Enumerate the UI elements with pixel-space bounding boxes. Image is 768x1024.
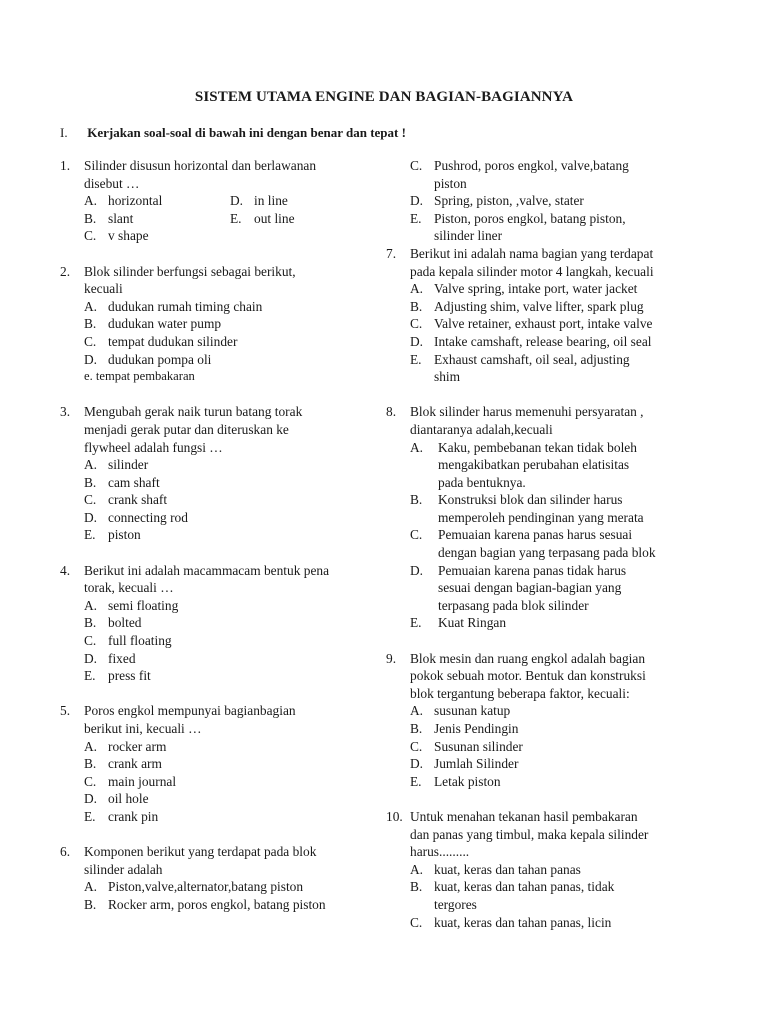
stem-line: berikut ini, kecuali … bbox=[84, 721, 202, 736]
question-4 bbox=[60, 562, 370, 685]
option-d[interactable] bbox=[410, 333, 706, 351]
option-c[interactable] bbox=[84, 632, 370, 650]
section-number: I. bbox=[60, 125, 68, 140]
option-letter: D. bbox=[84, 791, 98, 807]
question-8 bbox=[386, 403, 706, 632]
option-e[interactable] bbox=[84, 667, 370, 685]
option-letter: A. bbox=[84, 597, 98, 613]
option-text: dudukan pompa oli bbox=[108, 351, 212, 367]
option-letter: B. bbox=[84, 474, 97, 490]
option-text: full floating bbox=[108, 633, 172, 649]
option-text: shim bbox=[434, 369, 461, 385]
stem-line: Berikut ini adalah macammacam bentuk pena bbox=[84, 562, 330, 578]
option-letter: E. bbox=[410, 351, 422, 367]
option-text: fixed bbox=[108, 650, 136, 666]
option-text: crank shaft bbox=[108, 492, 168, 508]
option-letter: D. bbox=[410, 193, 424, 209]
option-d[interactable] bbox=[84, 509, 370, 527]
option-text: dudukan rumah timing chain bbox=[108, 298, 263, 314]
stem-line: Mengubah gerak naik turun batang torak bbox=[84, 404, 303, 420]
option-text: kuat, keras dan tahan panas, tidak bbox=[434, 879, 615, 895]
option-e[interactable]: e. tempat pembakaran bbox=[84, 369, 195, 384]
option-c[interactable] bbox=[410, 738, 706, 756]
option-a[interactable] bbox=[84, 597, 370, 615]
option-letter: C. bbox=[84, 633, 97, 649]
right-column bbox=[386, 157, 706, 931]
option-text: Exhaust camshaft, oil seal, adjusting bbox=[434, 351, 630, 367]
stem-line: Poros engkol mempunyai bagianbagian bbox=[84, 703, 296, 719]
option-text: terpasang pada blok silinder bbox=[438, 597, 589, 613]
option-text: rocker arm bbox=[108, 738, 167, 754]
option-text: Piston,valve,alternator,batang piston bbox=[108, 879, 304, 895]
question-number: 10. bbox=[386, 808, 403, 824]
option-c[interactable] bbox=[84, 333, 370, 351]
stem-line: kecuali bbox=[84, 281, 123, 297]
option-e[interactable] bbox=[84, 526, 370, 544]
option-d[interactable] bbox=[84, 351, 370, 369]
page-title: SISTEM UTAMA ENGINE DAN BAGIAN-BAGIANNYA bbox=[194, 89, 574, 105]
option-text: press fit bbox=[108, 668, 151, 684]
option-letter: C. bbox=[410, 914, 423, 930]
question-number: 2. bbox=[60, 263, 71, 279]
option-text: susunan katup bbox=[434, 703, 511, 719]
stem-line: Untuk menahan tekanan hasil pembakaran bbox=[410, 808, 638, 824]
question-9 bbox=[386, 650, 706, 791]
option-a[interactable] bbox=[84, 878, 370, 896]
option-letter: A. bbox=[410, 703, 424, 719]
question-7 bbox=[386, 245, 706, 386]
option-text: semi floating bbox=[108, 597, 179, 613]
option-e[interactable] bbox=[230, 210, 370, 228]
option-a[interactable] bbox=[410, 861, 706, 879]
option-a[interactable] bbox=[84, 298, 370, 316]
stem-line: torak, kecuali … bbox=[84, 580, 174, 596]
stem-line: Berikut ini adalah nama bagian yang terdapat bbox=[410, 245, 654, 261]
option-text: Intake camshaft, release bearing, oil seal bbox=[434, 333, 652, 349]
stem-line: pada kepala silinder motor 4 langkah, kecuali bbox=[410, 263, 654, 279]
option-text: Piston, poros engkol, batang piston, bbox=[434, 210, 626, 226]
option-letter: B. bbox=[84, 896, 97, 912]
option-text: Jumlah Silinder bbox=[434, 756, 519, 772]
option-text: slant bbox=[108, 210, 134, 226]
option-e[interactable] bbox=[410, 614, 706, 632]
question-stem bbox=[410, 245, 706, 280]
option-text: dudukan water pump bbox=[108, 316, 222, 332]
stem-line: flywheel adalah fungsi … bbox=[84, 439, 223, 455]
option-text: Valve retainer, exhaust port, intake valve bbox=[434, 316, 653, 332]
stem-line: menjadi gerak putar dan diteruskan ke bbox=[84, 421, 289, 437]
stem-line: blok tergantung beberapa faktor, kecuali: bbox=[410, 685, 630, 701]
stem-line: dan panas yang timbul, maka kepala silinder bbox=[410, 826, 649, 842]
option-letter: B. bbox=[84, 210, 97, 226]
option-b[interactable] bbox=[84, 315, 370, 333]
option-letter: A. bbox=[410, 439, 424, 455]
question-stem bbox=[84, 157, 370, 192]
option-e[interactable] bbox=[410, 210, 706, 245]
option-text: mengakibatkan perubahan elatisitas bbox=[438, 457, 630, 473]
option-letter: B. bbox=[84, 316, 97, 332]
left-column bbox=[60, 157, 370, 914]
option-text: Pushrod, poros engkol, valve,batang bbox=[434, 158, 629, 173]
option-b[interactable] bbox=[410, 878, 706, 913]
option-text: crank arm bbox=[108, 756, 162, 772]
question-stem bbox=[84, 562, 370, 597]
option-a[interactable] bbox=[410, 280, 706, 298]
stem-line: harus......... bbox=[410, 844, 470, 860]
option-b[interactable] bbox=[84, 210, 230, 228]
option-c[interactable] bbox=[410, 526, 706, 561]
stem-line: diantaranya adalah,kecuali bbox=[410, 421, 553, 437]
option-letter: D. bbox=[84, 351, 98, 367]
question-number: 6. bbox=[60, 844, 71, 860]
option-text: Spring, piston, ,valve, stater bbox=[434, 193, 584, 209]
question-2 bbox=[60, 263, 370, 386]
question-stem bbox=[84, 843, 370, 878]
option-letter: C. bbox=[84, 228, 97, 244]
question-stem bbox=[84, 403, 370, 456]
option-text: cam shaft bbox=[108, 474, 160, 490]
option-b[interactable] bbox=[84, 755, 370, 773]
option-letter: B. bbox=[84, 615, 97, 631]
option-letter: E. bbox=[230, 210, 242, 226]
option-text: Jenis Pendingin bbox=[434, 721, 519, 736]
option-text: kuat, keras dan tahan panas bbox=[434, 861, 581, 877]
option-letter: B. bbox=[410, 879, 423, 895]
option-b[interactable] bbox=[410, 298, 706, 316]
option-text: Susunan silinder bbox=[434, 738, 523, 754]
option-text: oil hole bbox=[108, 791, 149, 807]
option-letter: C. bbox=[84, 492, 97, 508]
option-text: Kaku, pembebanan tekan tidak boleh bbox=[438, 439, 637, 455]
option-b[interactable] bbox=[84, 474, 370, 492]
option-a[interactable] bbox=[410, 702, 706, 720]
option-letter: D. bbox=[84, 509, 98, 525]
option-text: sesuai dengan bagian-bagian yang bbox=[438, 580, 622, 596]
option-text: Adjusting shim, valve lifter, spark plug bbox=[434, 298, 644, 314]
option-letter: E. bbox=[410, 615, 422, 631]
option-letter: A. bbox=[84, 879, 98, 895]
question-5 bbox=[60, 702, 370, 825]
option-text: horizontal bbox=[108, 193, 163, 209]
question-number: 9. bbox=[386, 650, 397, 666]
question-stem bbox=[410, 808, 706, 861]
option-text: piston bbox=[108, 527, 141, 543]
option-d[interactable] bbox=[84, 790, 370, 808]
option-letter: D. bbox=[410, 756, 424, 772]
option-letter: B. bbox=[410, 492, 423, 508]
option-c[interactable] bbox=[410, 157, 706, 192]
option-c[interactable] bbox=[84, 773, 370, 791]
option-letter: A. bbox=[84, 193, 98, 209]
option-text: Pemuaian karena panas tidak harus bbox=[438, 562, 627, 578]
option-d[interactable] bbox=[230, 192, 370, 210]
option-letter: A. bbox=[410, 861, 424, 877]
option-text: Letak piston bbox=[434, 773, 501, 789]
question-number: 8. bbox=[386, 404, 397, 420]
option-text: v shape bbox=[108, 228, 149, 244]
option-letter: E. bbox=[410, 210, 422, 226]
option-a[interactable] bbox=[84, 456, 370, 474]
option-text: Kuat Ringan bbox=[438, 615, 507, 631]
option-b[interactable] bbox=[410, 491, 706, 526]
option-d[interactable] bbox=[410, 755, 706, 773]
option-text: Rocker arm, poros engkol, batang piston bbox=[108, 896, 326, 912]
option-text: Konstruksi blok dan silinder harus bbox=[438, 492, 623, 508]
question-stem bbox=[84, 263, 370, 298]
question-number: 3. bbox=[60, 404, 71, 420]
question-number: 4. bbox=[60, 562, 71, 578]
option-text: out line bbox=[254, 210, 295, 226]
instruction-text: Kerjakan soal-soal di bawah ini dengan benar dan tepat ! bbox=[87, 125, 406, 140]
option-letter: E. bbox=[84, 527, 96, 543]
option-text: pada bentuknya. bbox=[438, 474, 526, 490]
option-letter: C. bbox=[410, 738, 423, 754]
stem-line: Silinder disusun horizontal dan berlawanan bbox=[84, 158, 317, 173]
question-6 bbox=[60, 843, 370, 913]
option-letter: C. bbox=[410, 158, 423, 173]
option-b[interactable] bbox=[84, 614, 370, 632]
option-letter: C. bbox=[84, 333, 97, 349]
stem-line: silinder adalah bbox=[84, 861, 163, 877]
instruction bbox=[60, 124, 406, 142]
option-text: Pemuaian karena panas harus sesuai bbox=[438, 527, 633, 543]
stem-line: Blok silinder berfungsi sebagai berikut, bbox=[84, 263, 296, 279]
option-text: Valve spring, intake port, water jacket bbox=[434, 281, 638, 297]
option-d[interactable] bbox=[410, 562, 706, 615]
option-letter: C. bbox=[410, 527, 423, 543]
option-text: connecting rod bbox=[108, 509, 188, 525]
option-e[interactable] bbox=[410, 351, 706, 386]
option-letter: D. bbox=[84, 650, 98, 666]
option-e[interactable] bbox=[84, 808, 370, 826]
option-letter: C. bbox=[410, 316, 423, 332]
option-letter: C. bbox=[84, 773, 97, 789]
option-a[interactable] bbox=[84, 192, 230, 210]
option-text: silinder bbox=[108, 457, 149, 473]
option-letter: A. bbox=[84, 457, 98, 473]
option-c[interactable] bbox=[84, 491, 370, 509]
option-d[interactable] bbox=[84, 650, 370, 668]
option-text: bolted bbox=[108, 615, 142, 631]
stem-line: Komponen berikut yang terdapat pada blok bbox=[84, 844, 317, 860]
question-number: 5. bbox=[60, 703, 71, 719]
option-grid bbox=[84, 192, 370, 245]
question-stem bbox=[410, 650, 706, 703]
option-letter: A. bbox=[84, 738, 98, 754]
option-d[interactable] bbox=[410, 192, 706, 210]
option-letter: D. bbox=[410, 333, 424, 349]
option-b[interactable] bbox=[410, 720, 706, 738]
option-text: kuat, keras dan tahan panas, licin bbox=[434, 914, 612, 930]
option-letter: A. bbox=[84, 298, 98, 314]
option-c[interactable] bbox=[410, 315, 706, 333]
question-10 bbox=[386, 808, 706, 931]
option-letter: E. bbox=[410, 773, 422, 789]
option-letter: B. bbox=[410, 721, 423, 736]
question-1 bbox=[60, 157, 370, 245]
option-a[interactable] bbox=[410, 439, 706, 492]
option-text: tempat dudukan silinder bbox=[108, 333, 238, 349]
option-text: memperoleh pendinginan yang merata bbox=[438, 509, 644, 525]
option-text: tergores bbox=[434, 896, 477, 912]
option-text: crank pin bbox=[108, 808, 159, 824]
option-text: silinder liner bbox=[434, 228, 503, 244]
option-text: main journal bbox=[108, 773, 177, 789]
option-letter: A. bbox=[410, 281, 424, 297]
option-letter: D. bbox=[230, 193, 244, 209]
stem-line: Blok silinder harus memenuhi persyaratan , bbox=[410, 404, 644, 420]
question-3 bbox=[60, 403, 370, 544]
option-e[interactable] bbox=[410, 773, 706, 791]
stem-line: Blok mesin dan ruang engkol adalah bagian bbox=[410, 650, 646, 666]
option-text: in line bbox=[254, 193, 288, 209]
stem-line: pokok sebuah motor. Bentuk dan konstruksi bbox=[410, 668, 646, 684]
question-stem bbox=[410, 403, 706, 438]
question-number: 7. bbox=[386, 245, 397, 261]
option-a[interactable] bbox=[84, 738, 370, 756]
option-letter: B. bbox=[410, 298, 423, 314]
option-b[interactable] bbox=[84, 896, 370, 914]
option-c[interactable] bbox=[410, 914, 706, 932]
option-letter: B. bbox=[84, 756, 97, 772]
stem-line: disebut … bbox=[84, 175, 140, 191]
option-letter: D. bbox=[410, 562, 424, 578]
question-stem bbox=[84, 702, 370, 737]
option-text: dengan bagian yang terpasang pada blok bbox=[438, 545, 656, 561]
question-6-continued bbox=[386, 157, 706, 245]
option-letter: E. bbox=[84, 808, 96, 824]
option-text: piston bbox=[434, 175, 467, 191]
option-letter: E. bbox=[84, 668, 96, 684]
option-c[interactable] bbox=[84, 227, 230, 245]
question-number: 1. bbox=[60, 158, 71, 173]
